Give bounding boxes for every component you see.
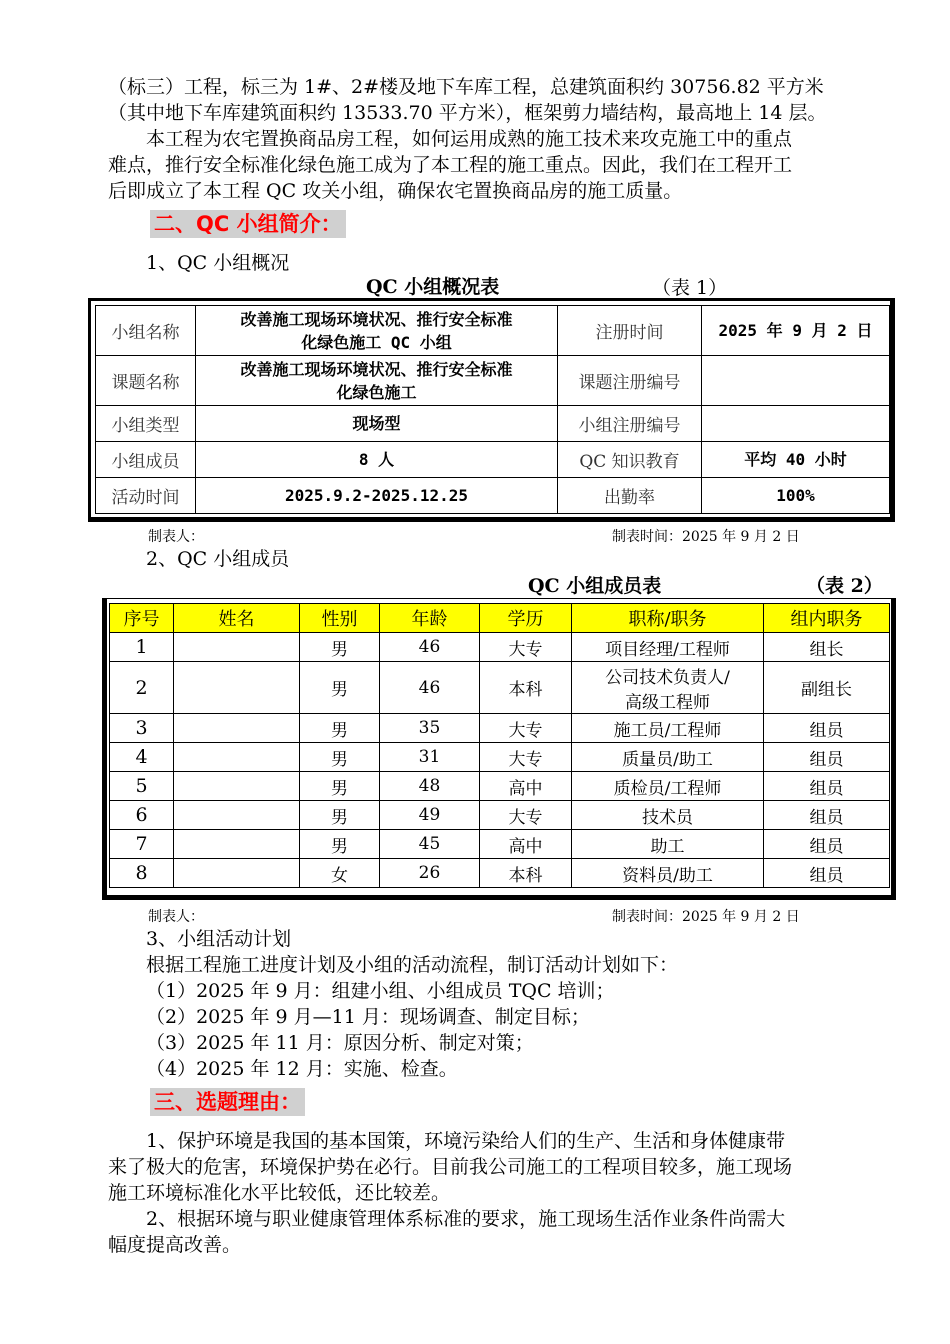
reason-2-line-2: 幅度提高改善。 xyxy=(108,1234,242,1256)
value-topic-register-no xyxy=(702,356,890,406)
table-row xyxy=(96,478,890,514)
cell-role: 副组长 xyxy=(764,662,890,714)
label-register-time: 注册时间 xyxy=(558,306,702,356)
subheading-group-members: 2、QC 小组成员 xyxy=(146,548,290,570)
label-group-register-no: 小组注册编号 xyxy=(558,406,702,442)
table-row xyxy=(110,801,890,830)
cell-name xyxy=(174,633,300,662)
table-header-row xyxy=(110,604,890,633)
table1-time: 制表时间：2025 年 9 月 2 日 xyxy=(612,529,800,545)
header-name: 姓名 xyxy=(174,604,300,633)
cell-education: 高中 xyxy=(480,772,572,801)
reason-2-line-1: 2、根据环境与职业健康管理体系标准的要求，施工现场生活作业条件尚需大 xyxy=(146,1208,786,1230)
cell-education: 大专 xyxy=(480,714,572,743)
plan-item-3: （3）2025 年 11 月：原因分析、制定对策； xyxy=(146,1032,534,1054)
cell-no: 7 xyxy=(110,830,174,859)
value-attendance: 100% xyxy=(702,478,890,514)
label-group-type: 小组类型 xyxy=(96,406,196,442)
header-title: 职称/职务 xyxy=(572,604,764,633)
cell-sex: 男 xyxy=(300,714,380,743)
cell-no: 8 xyxy=(110,859,174,888)
plan-item-1: （1）2025 年 9 月：组建小组、小组成员 TQC 培训； xyxy=(146,980,615,1002)
cell-role: 组员 xyxy=(764,801,890,830)
label-attendance: 出勤率 xyxy=(558,478,702,514)
intro-line-5: 后即成立了本工程 QC 攻关小组，确保农宅置换商品房的施工质量。 xyxy=(108,180,683,202)
intro-line-4: 难点，推行安全标准化绿色施工成为了本工程的施工重点。因此，我们在工程开工 xyxy=(108,154,793,176)
cell-no: 2 xyxy=(110,662,174,714)
cell-name xyxy=(174,714,300,743)
group-members-table-frame xyxy=(102,598,896,900)
table2-time: 制表时间：2025 年 9 月 2 日 xyxy=(612,909,800,925)
value-register-time: 2025 年 9 月 2 日 xyxy=(702,306,890,356)
cell-age: 49 xyxy=(380,801,480,830)
cell-name xyxy=(174,772,300,801)
value-group-name: 改善施工现场环境状况、推行安全标准 化绿色施工 QC 小组 xyxy=(196,306,558,356)
cell-role: 组员 xyxy=(764,714,890,743)
intro-line-1: （标三）工程，标三为 1#、2#楼及地下车库工程，总建筑面积约 30756.82 平方米 xyxy=(108,76,824,98)
header-age: 年龄 xyxy=(380,604,480,633)
group-members-table xyxy=(109,603,890,888)
cell-no: 1 xyxy=(110,633,174,662)
header-no: 序号 xyxy=(110,604,174,633)
label-group-name: 小组名称 xyxy=(96,306,196,356)
reason-1-line-1: 1、保护环境是我国的基本国策，环境污染给人们的生产、生活和身体健康带 xyxy=(146,1130,786,1152)
cell-age: 45 xyxy=(380,830,480,859)
subheading-group-overview: 1、QC 小组概况 xyxy=(146,252,290,274)
table-body xyxy=(110,633,890,888)
table1-title: QC 小组概况表 xyxy=(366,276,500,298)
cell-role: 组员 xyxy=(764,743,890,772)
intro-line-3: 本工程为农宅置换商品房工程，如何运用成熟的施工技术来攻克施工中的重点 xyxy=(146,128,793,150)
cell-sex: 男 xyxy=(300,830,380,859)
reason-1-line-2: 来了极大的危害，环境保护势在必行。目前我公司施工的工程项目较多，施工现场 xyxy=(108,1156,793,1178)
cell-title: 质量员/助工 xyxy=(572,743,764,772)
table-row xyxy=(96,306,890,356)
value-topic-name: 改善施工现场环境状况、推行安全标准 化绿色施工 xyxy=(196,356,558,406)
cell-education: 大专 xyxy=(480,633,572,662)
table-row xyxy=(110,662,890,714)
cell-role: 组员 xyxy=(764,859,890,888)
cell-sex: 男 xyxy=(300,662,380,714)
plan-intro: 根据工程施工进度计划及小组的活动流程，制订活动计划如下： xyxy=(146,954,679,976)
cell-title: 施工员/工程师 xyxy=(572,714,764,743)
cell-title: 项目经理/工程师 xyxy=(572,633,764,662)
cell-sex: 男 xyxy=(300,772,380,801)
cell-role: 组员 xyxy=(764,830,890,859)
table-row xyxy=(110,772,890,801)
section-3-heading: 三、选题理由： xyxy=(150,1088,305,1116)
label-topic-register-no: 课题注册编号 xyxy=(558,356,702,406)
section-2-heading: 二、QC 小组简介： xyxy=(150,210,346,238)
cell-age: 31 xyxy=(380,743,480,772)
cell-education: 大专 xyxy=(480,801,572,830)
table-row xyxy=(96,356,890,406)
cell-age: 35 xyxy=(380,714,480,743)
value-qc-education: 平均 40 小时 xyxy=(702,442,890,478)
table-row xyxy=(110,633,890,662)
header-education: 学历 xyxy=(480,604,572,633)
cell-role: 组员 xyxy=(764,772,890,801)
subheading-activity-plan: 3、小组活动计划 xyxy=(146,928,292,950)
table-row xyxy=(110,743,890,772)
group-overview-table-frame xyxy=(88,298,895,522)
header-sex: 性别 xyxy=(300,604,380,633)
cell-no: 4 xyxy=(110,743,174,772)
reason-1-line-3: 施工环境标准化水平比较低，还比较差。 xyxy=(108,1182,451,1204)
table-row xyxy=(96,442,890,478)
plan-item-2: （2）2025 年 9 月—11 月：现场调查、制定目标； xyxy=(146,1006,590,1028)
cell-name xyxy=(174,662,300,714)
cell-sex: 男 xyxy=(300,633,380,662)
label-group-members: 小组成员 xyxy=(96,442,196,478)
label-topic-name: 课题名称 xyxy=(96,356,196,406)
cell-no: 3 xyxy=(110,714,174,743)
table-row xyxy=(110,859,890,888)
cell-education: 本科 xyxy=(480,662,572,714)
cell-age: 46 xyxy=(380,633,480,662)
cell-name xyxy=(174,743,300,772)
cell-sex: 男 xyxy=(300,743,380,772)
cell-title: 资料员/助工 xyxy=(572,859,764,888)
table1-maker: 制表人： xyxy=(148,529,204,545)
table2-title: QC 小组成员表 xyxy=(528,575,662,597)
cell-name xyxy=(174,801,300,830)
intro-line-2: （其中地下车库建筑面积约 13533.70 平方米），框架剪力墙结构，最高地上 14 层。 xyxy=(108,102,827,124)
table-row xyxy=(110,830,890,859)
cell-sex: 男 xyxy=(300,801,380,830)
header-role: 组内职务 xyxy=(764,604,890,633)
cell-role: 组长 xyxy=(764,633,890,662)
value-activity-time: 2025.9.2-2025.12.25 xyxy=(196,478,558,514)
cell-age: 26 xyxy=(380,859,480,888)
cell-title: 助工 xyxy=(572,830,764,859)
value-group-register-no xyxy=(702,406,890,442)
cell-education: 本科 xyxy=(480,859,572,888)
cell-no: 5 xyxy=(110,772,174,801)
cell-title: 质检员/工程师 xyxy=(572,772,764,801)
plan-item-4: （4）2025 年 12 月：实施、检查。 xyxy=(146,1058,458,1080)
cell-no: 6 xyxy=(110,801,174,830)
cell-age: 48 xyxy=(380,772,480,801)
table1-number: （表 1） xyxy=(652,277,728,299)
table-row xyxy=(110,714,890,743)
table-row xyxy=(96,406,890,442)
table2-number: （表 2） xyxy=(806,575,883,597)
cell-title: 公司技术负责人/ 高级工程师 xyxy=(572,662,764,714)
cell-sex: 女 xyxy=(300,859,380,888)
value-group-type: 现场型 xyxy=(196,406,558,442)
cell-age: 46 xyxy=(380,662,480,714)
group-overview-table xyxy=(95,305,890,514)
cell-name xyxy=(174,859,300,888)
label-qc-education: QC 知识教育 xyxy=(558,442,702,478)
cell-education: 高中 xyxy=(480,830,572,859)
table2-maker: 制表人： xyxy=(148,909,204,925)
label-activity-time: 活动时间 xyxy=(96,478,196,514)
value-group-members: 8 人 xyxy=(196,442,558,478)
cell-title: 技术员 xyxy=(572,801,764,830)
cell-education: 大专 xyxy=(480,743,572,772)
cell-name xyxy=(174,830,300,859)
